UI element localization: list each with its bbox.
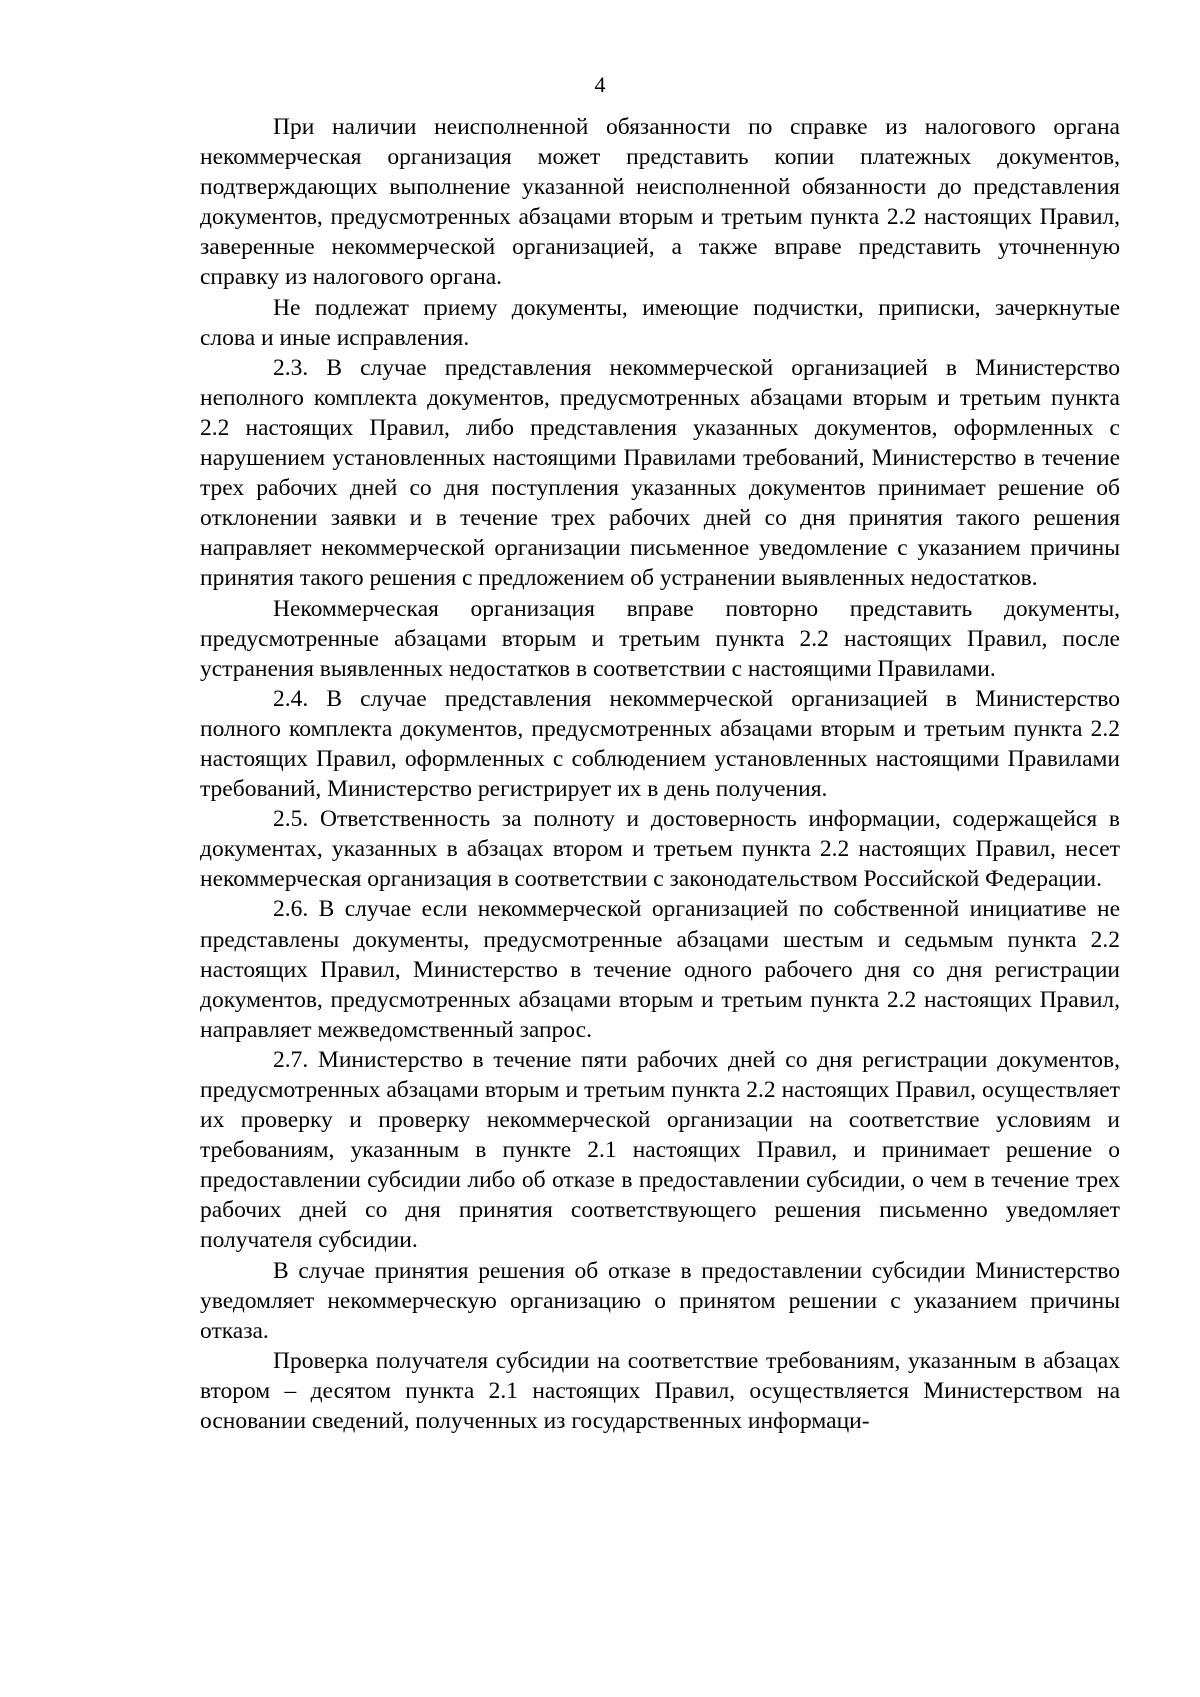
paragraph-2-5: 2.5. Ответственность за полноту и достоверность информации, содержащейся в документах, указанных в абзацах втором и третьем пункта 2.2 настоящих Правил, несет некоммерческая организация в соответствии с законодательством Российской Федерации. (200, 806, 1120, 893)
document-body (200, 112, 1120, 1436)
paragraph-2-7: 2.7. Министерство в течение пяти рабочих дней со дня регистрации документов, предусмотренных абзацами вторым и третьим пункта 2.2 настоящих Правил, осуществляет их проверку и проверку некоммерческой организации на соответствие условиям и требованиям, указанным в пункте 2.1 настоящих Правил, и принимает решение о предоставлении субсидии либо об отказе в предоставлении субсидии, о чем в течение трех рабочих дней со дня принятия соответствующего решения письменно уведомляет получателя субсидии. (200, 1046, 1120, 1254)
paragraph-tax-obligation: При наличии неисполненной обязанности по справке из налогового органа некоммерческая организация может представить копии платежных документов, подтверждающих выполнение указанной неисполненной обязанности до представления документов, предусмотренных абзацами вторым и третьим пункта 2.2 настоящих Правил, заверенные некоммерческой организацией, а также вправе представить уточненную справку из налогового органа. (200, 114, 1120, 291)
paragraph-2-4: 2.4. В случае представления некоммерческой организацией в Министерство полного комплекта документов, предусмотренных абзацами вторым и третьим пункта 2.2 настоящих Правил, оформленных с соблюдением установленных настоящими Правилами требований, Министерство регистрирует их в день получения. (200, 685, 1120, 803)
paragraph-verification: Проверка получателя субсидии на соответствие требованиям, указанным в абзацах втором – десятом пункта 2.1 настоящих Правил, осуществляется Министерством на основании сведений, полученных из государственных информаци- (200, 1347, 1120, 1435)
paragraph-2-6: 2.6. В случае если некоммерческой организацией по собственной инициативе не представлены документы, предусмотренные абзацами шестым и седьмым пункта 2.2 настоящих Правил, Министерство в течение одного рабочего дня со дня регистрации документов, предусмотренных абзацами вторым и третьим пункта 2.2 настоящих Правил, направляет межведомственный запрос. (200, 896, 1120, 1043)
paragraph-refusal-notice: В случае принятия решения об отказе в предоставлении субсидии Министерство уведомляет некоммерческую организацию о принятом решении с указанием причины отказа. (200, 1257, 1120, 1344)
paragraph-rejected-documents: Не подлежат приему документы, имеющие подчистки, приписки, зачеркнутые слова и иные исправления. (200, 294, 1120, 351)
paragraph-resubmission: Некоммерческая организация вправе повторно представить документы, предусмотренные абзацами вторым и третьим пункта 2.2 настоящих Правил, после устранения выявленных недостатков в соответствии с настоящими Правилами. (200, 595, 1120, 682)
paragraph-2-3: 2.3. В случае представления некоммерческой организацией в Министерство неполного комплекта документов, предусмотренных абзацами вторым и третьим пункта 2.2 настоящих Правил, либо представления указанных документов, оформленных с нарушением установленных настоящими Правилами требований, Министерство в течение трех рабочих дней со дня поступления указанных документов принимает решение об отклонении заявки и в течение трех рабочих дней со дня принятия такого решения направляет некоммерческой организации письменное уведомление с указанием причины принятия такого решения с предложением об устранении выявленных недостатков. (200, 354, 1120, 592)
page-number: 4 (594, 72, 606, 97)
